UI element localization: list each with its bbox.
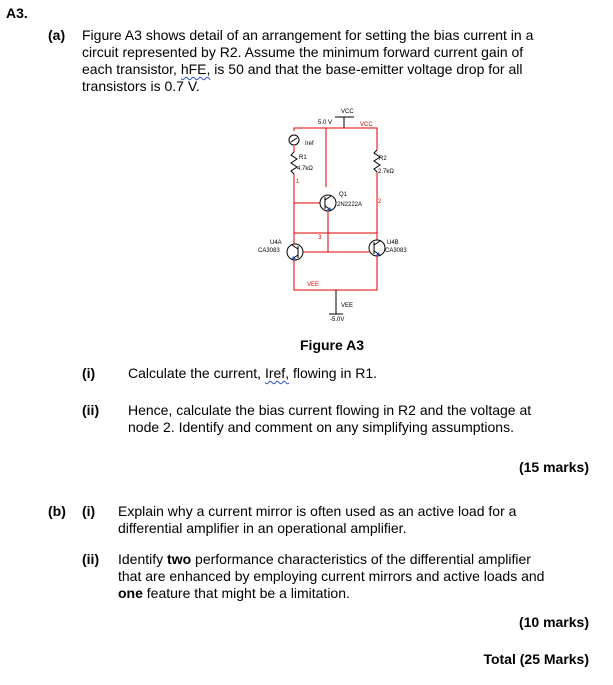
- r1-name: R1: [299, 155, 307, 161]
- part-a-i-text: Calculate the current, Iref, flowing in R1.: [128, 365, 378, 381]
- question-number: A3.: [6, 5, 28, 21]
- part-b-ii-label: (ii): [82, 551, 100, 567]
- part-b-marks: (10 marks): [518, 614, 589, 630]
- iref-label: Iref: [305, 141, 314, 147]
- total-marks: Total (25 Marks): [483, 651, 589, 667]
- r2-value: 2.7kΩ: [378, 169, 394, 175]
- emphasis-one: one: [118, 585, 143, 601]
- vee-voltage-label: -5.0V: [330, 317, 345, 323]
- node-2-label: 2: [378, 199, 382, 205]
- u4b-part: CA3083: [385, 248, 407, 254]
- hfe-term: hFE,: [180, 61, 211, 77]
- part-a-marks: (15 marks): [518, 459, 589, 475]
- part-b-ii-line1: Identify two performance characteristics of the differential amplifier: [118, 551, 531, 567]
- part-b-label: (b): [48, 503, 66, 519]
- vcc-label-top: VCC: [341, 109, 354, 115]
- part-a-intro-line3: each transistor, hFE, is 50 and that the base-emitter voltage drop for all: [82, 61, 523, 77]
- part-b-i-line1: Explain why a current mirror is often used as an active load for a: [118, 503, 517, 519]
- figure-caption: Figure A3: [300, 337, 365, 353]
- part-b-ii-line2: that are enhanced by employing current mirrors and active loads and: [118, 568, 545, 584]
- vcc-net-label: VCC: [360, 122, 373, 128]
- part-b-i-line2: differential amplifier in an operational amplifier.: [118, 520, 407, 536]
- part-a-intro-line2: circuit represented by R2. Assume the minimum forward current gain of: [82, 44, 524, 60]
- part-a-ii-line1: Hence, calculate the bias current flowing in R2 and the voltage at: [128, 402, 532, 418]
- part-a-label: (a): [48, 27, 66, 43]
- u4a-part: CA3083: [258, 248, 280, 254]
- r1-value: 4.7kΩ: [297, 166, 313, 172]
- iref-term: Iref,: [264, 365, 290, 381]
- node-1-label: 1: [296, 179, 300, 185]
- part-a-intro-line4: transistors is 0.7 V.: [82, 78, 200, 94]
- part-a-i-label: (i): [82, 365, 96, 381]
- r2-name: R2: [379, 156, 387, 162]
- emphasis-two: two: [167, 551, 192, 567]
- part-b-ii-line3: one feature that might be a limitation.: [118, 585, 350, 601]
- q1-part: 2N2222A: [337, 202, 363, 208]
- q1-name: Q1: [339, 192, 348, 198]
- u4a-name: U4A: [270, 240, 282, 246]
- u4b-name: U4B: [387, 240, 399, 246]
- part-a-ii-label: (ii): [82, 402, 100, 418]
- vee-label-bottom: VEE: [341, 303, 354, 309]
- part-a-ii-line2: node 2. Identify and comment on any simplifying assumptions.: [128, 419, 514, 435]
- part-a-intro-line1: Figure A3 shows detail of an arrangement for setting the bias current in a: [82, 27, 534, 43]
- vee-net-label: VEE: [307, 282, 320, 288]
- node-3-label: 3: [318, 235, 322, 241]
- vcc-voltage-label: 5.0 V: [318, 120, 333, 126]
- part-b-i-label: (i): [82, 503, 96, 519]
